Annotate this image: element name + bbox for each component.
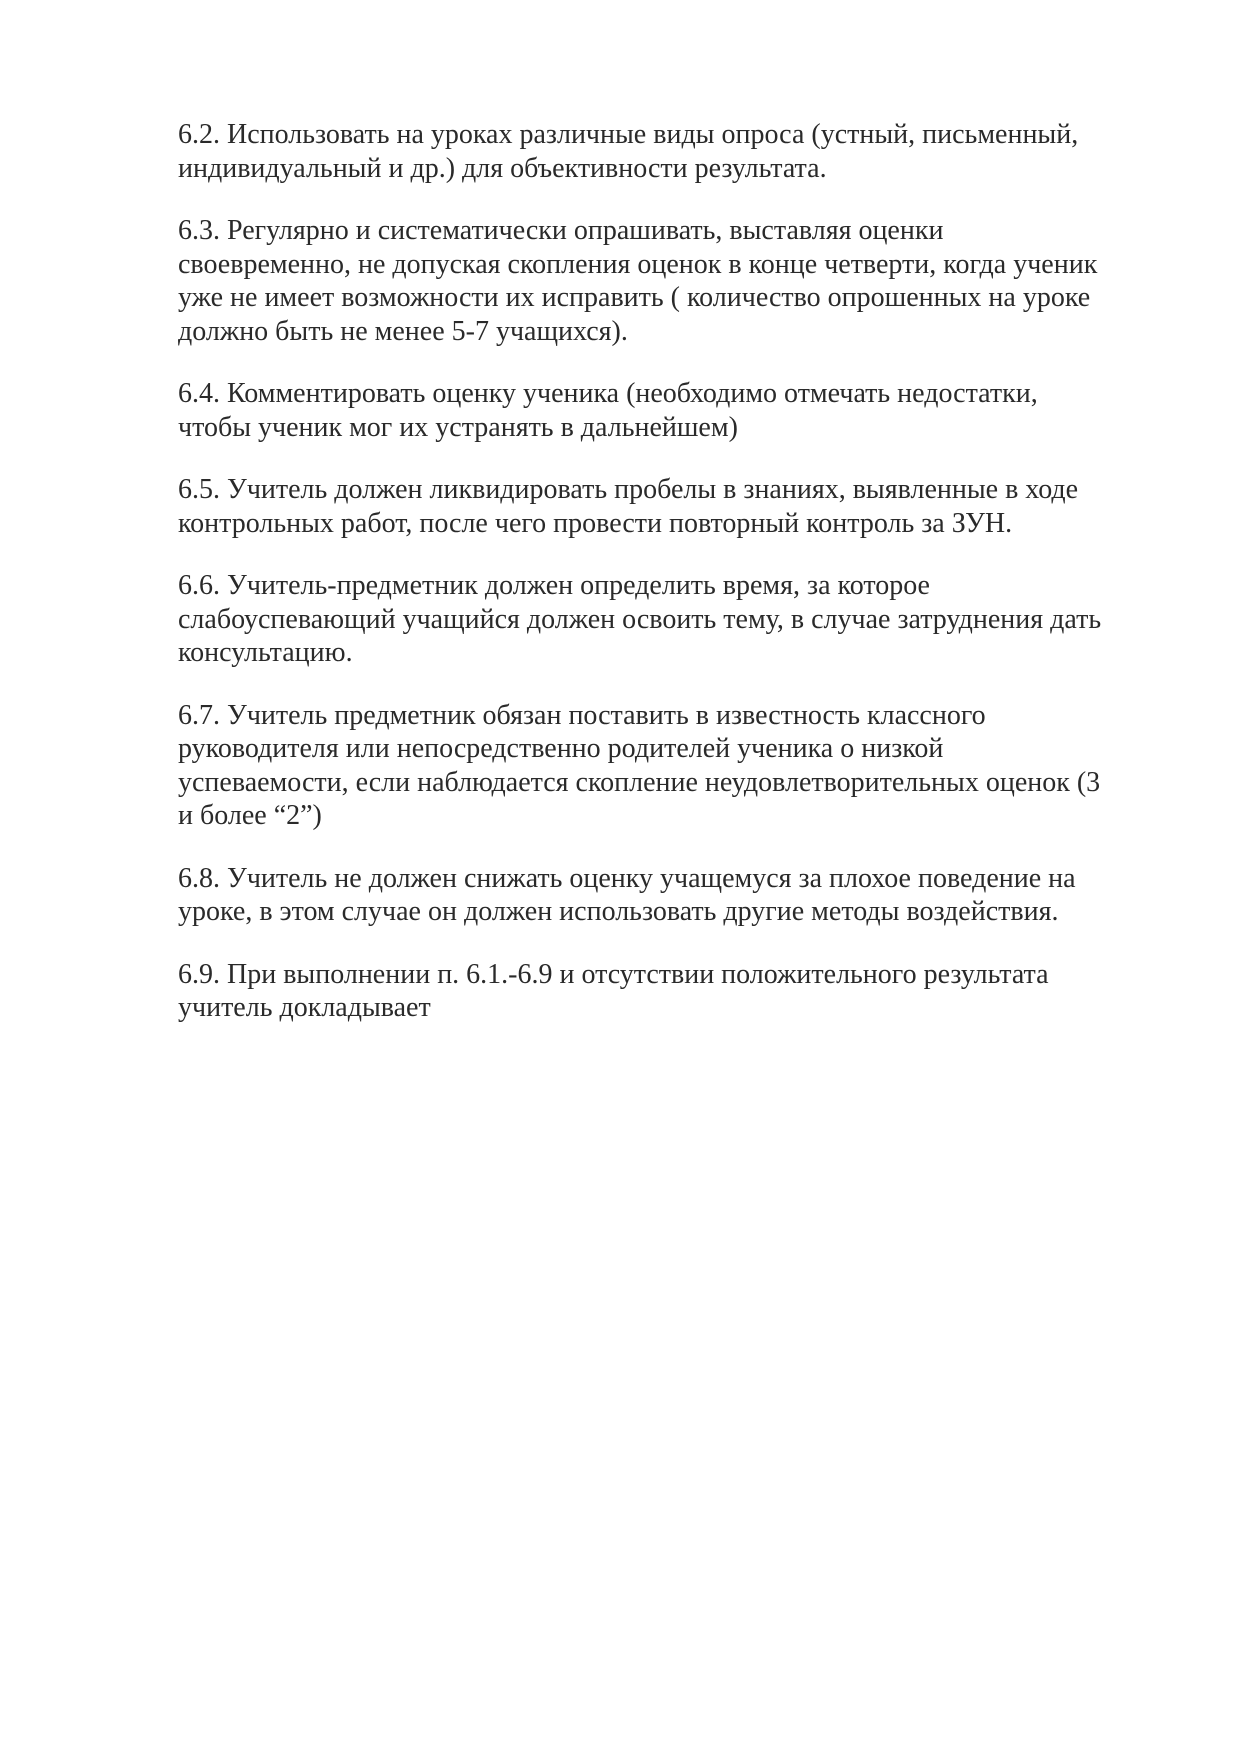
text-line: руководителя или непосредственно родителей ученика о низкой [178,733,944,764]
text-line: успеваемости, если наблюдается скопление неудовлетворительных оценок (3 [178,766,1101,798]
document-body [178,118,1163,1054]
paragraph-6-4 [178,377,1163,444]
paragraph-6-5 [178,473,1163,540]
text-line: уроке, в этом случае он должен использовать другие методы воздействия. [178,896,1059,927]
text-line: слабоуспевающий учащийся должен освоить тему, в случае затруднения дать [178,603,1102,635]
text-line: чтобы ученик мог их устранять в дальнейшем) [178,411,738,443]
text-line: 6.2. Использовать на уроках различные виды опроса (устный, письменный, [178,119,1079,150]
text-line: консультацию. [178,637,353,668]
text-line: учитель докладывает [178,992,431,1023]
paragraph-6-2 [178,118,1163,185]
text-line: уже не имеет возможности их исправить ( количество опрошенных на уроке [178,282,1091,313]
paragraph-6-3 [178,214,1163,348]
text-line: 6.4. Комментировать оценку ученика (необходимо отмечать недостатки, [178,378,1038,409]
text-line: своевременно, не допуская скопления оценок в конце четверти, когда ученик [178,248,1098,280]
paragraph-6-9 [178,958,1163,1025]
text-line: должно быть не менее 5-7 учащихся). [178,315,628,347]
text-line: 6.7. Учитель предметник обязан поставить в известность классного [178,699,986,731]
text-line: контрольных работ, после чего провести повторный контроль за ЗУН. [178,507,1013,539]
text-line: 6.5. Учитель должен ликвидировать пробелы в знаниях, выявленные в ходе [178,474,1079,505]
text-line: индивидуальный и др.) для объективности результата. [178,152,827,184]
text-line: и более “2”) [178,800,322,831]
paragraph-6-8 [178,862,1163,929]
text-line: 6.9. При выполнении п. 6.1.-6.9 и отсутствии положительного результата [178,958,1049,990]
paragraph-6-7 [178,699,1163,833]
text-line: 6.6. Учитель-предметник должен определить время, за которое [178,570,930,601]
text-line: 6.8. Учитель не должен снижать оценку учащемуся за плохое поведение на [178,862,1076,894]
paragraph-6-6 [178,569,1163,670]
text-line: 6.3. Регулярно и систематически опрашивать, выставляя оценки [178,215,944,246]
